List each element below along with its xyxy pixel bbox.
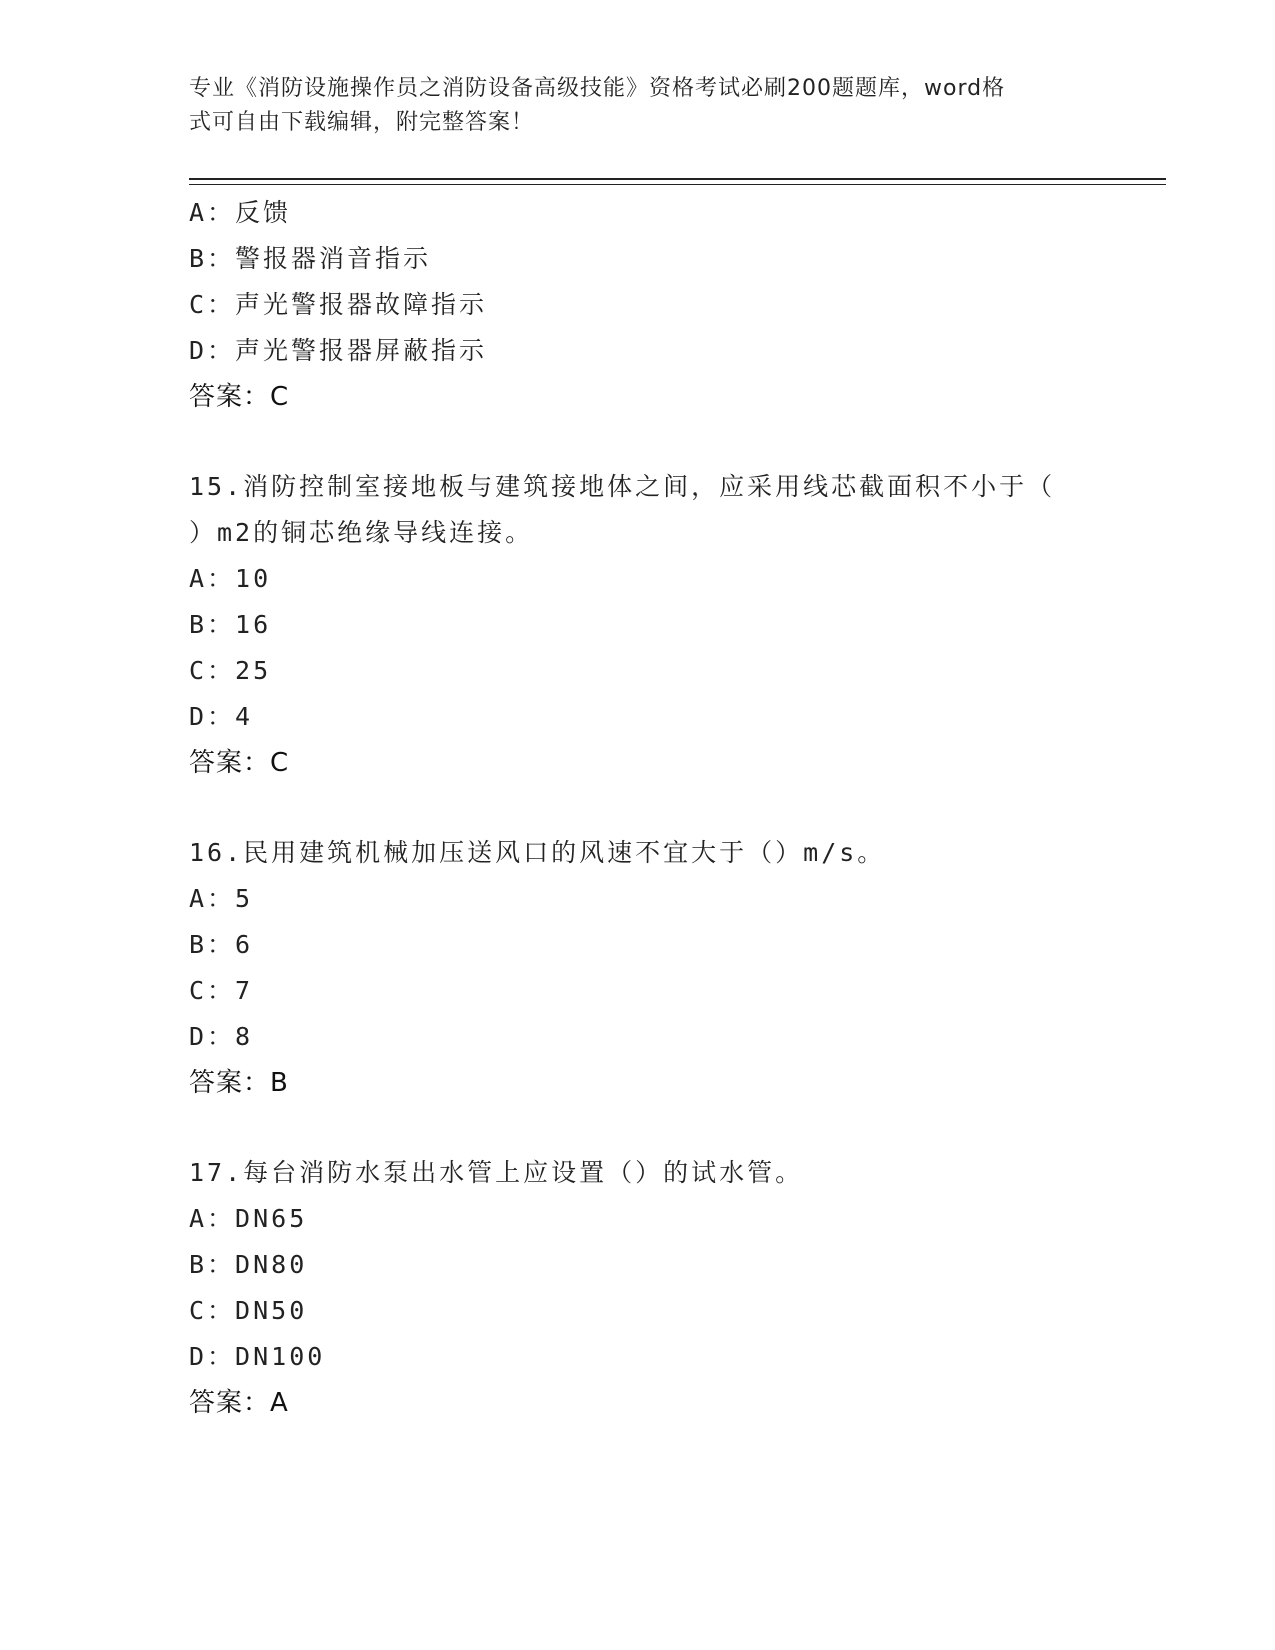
option-d: D：8 xyxy=(189,1022,254,1051)
spacer xyxy=(189,420,1089,464)
question-16 xyxy=(189,830,1089,1106)
header-divider-thin xyxy=(189,184,1166,185)
question-stem-continued: ）m2的铜芯绝缘导线连接。 xyxy=(189,518,534,547)
question-stem: 16.民用建筑机械加压送风口的风速不宜大于（）m/s。 xyxy=(189,838,886,867)
option-b: B：6 xyxy=(189,930,254,959)
option-c: C：声光警报器故障指示 xyxy=(189,290,488,319)
option-a: A：DN65 xyxy=(189,1204,308,1233)
spacer xyxy=(189,786,1089,830)
header-line-1: 专业《消防设施操作员之消防设备高级技能》资格考试必刷200题题库，word格 xyxy=(189,76,1006,101)
header-line-2: 式可自由下载编辑，附完整答案！ xyxy=(189,110,535,135)
option-b: B：警报器消音指示 xyxy=(189,244,432,273)
spacer xyxy=(189,1106,1089,1150)
option-c: C：DN50 xyxy=(189,1296,308,1325)
option-c: C：25 xyxy=(189,656,272,685)
option-a: A：10 xyxy=(189,564,272,593)
question-14 xyxy=(189,190,1089,420)
answer: 答案：B xyxy=(189,1068,289,1098)
option-d: D：声光警报器屏蔽指示 xyxy=(189,336,488,365)
answer: 答案：C xyxy=(189,382,290,412)
option-d: D：DN100 xyxy=(189,1342,326,1371)
header-divider-thick xyxy=(189,178,1166,180)
question-stem: 17.每台消防水泵出水管上应设置（）的试水管。 xyxy=(189,1158,804,1187)
option-a: A：5 xyxy=(189,884,254,913)
option-b: B：16 xyxy=(189,610,272,639)
document-header xyxy=(189,72,1089,140)
question-17 xyxy=(189,1150,1089,1426)
answer: 答案：C xyxy=(189,748,290,778)
question-list xyxy=(189,190,1089,1426)
answer: 答案：A xyxy=(189,1388,289,1418)
option-b: B：DN80 xyxy=(189,1250,308,1279)
question-stem: 15.消防控制室接地板与建筑接地体之间，应采用线芯截面积不小于（ xyxy=(189,472,1056,501)
option-a: A：反馈 xyxy=(189,198,292,227)
option-d: D：4 xyxy=(189,702,254,731)
option-c: C：7 xyxy=(189,976,254,1005)
question-15 xyxy=(189,464,1089,786)
